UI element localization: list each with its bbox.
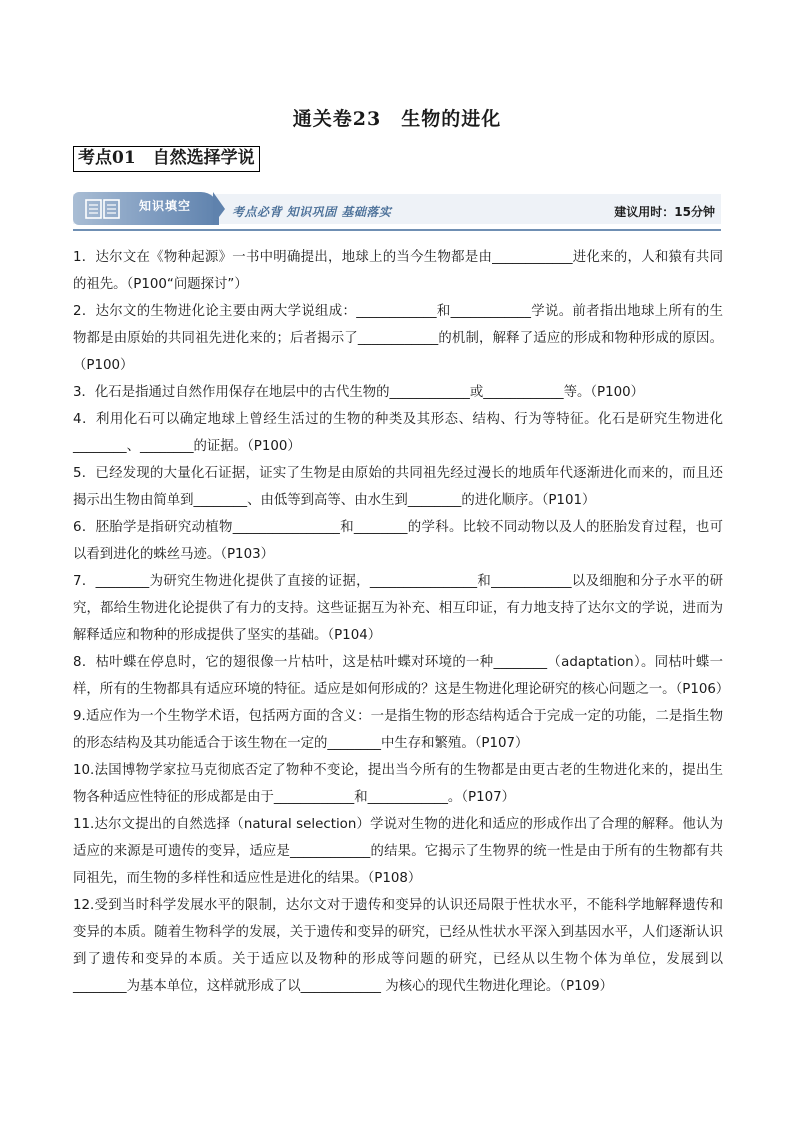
suggested-time: 建议用时：15分钟 xyxy=(614,205,715,219)
question-item: 2．达尔文的生物进化论主要由两大学说组成：____________和____________学说。前者指出地球上所有的生物都是由原始的共同祖先进化来的；后者揭示了____________的机制，解释了适应的形成和物种形成的原因。（P100） xyxy=(73,304,723,373)
banner-tab xyxy=(73,192,219,225)
tab-arrow xyxy=(213,192,225,225)
question-item: 11.达尔文提出的自然选择（natural selection）学说对生物的进化和适应的形成作出了合理的解释。他认为适应的来源是可遗传的变异，适应是____________的结果。它揭示了生物界的统一性是由于所有的生物都有共同祖先，而生物的多样性和适应性是进化的结果。（P108） xyxy=(73,817,723,886)
question-item: 3．化石是指通过自然作用保存在地层中的古代生物的____________或____________等。（P100） xyxy=(73,385,645,400)
question-item: 12.受到当时科学发展水平的限制，达尔文对于遗传和变异的认识还局限于性状水平，不能科学地解释遗传和变异的本质。随着生物科学的发展，关于遗传和变异的研究，已经从性状水平深入到基因水平，人们逐渐认识到了遗传和变异的本质。关于适应以及物种的形成等问题的研究，已经从以生物个体为单位，发展到以________为基本单位，这样就形成了以____________ 为核心的现代生物进化理论。（P109） xyxy=(73,898,723,994)
question-item: 8．枯叶蝶在停息时，它的翅很像一片枯叶，这是枯叶蝶对环境的一种________（adaptation）。同枯叶蝶一样，所有的生物都具有适应环境的特征。适应是如何形成的？这是生物进化理论研究的核心问题之一。（P106） xyxy=(73,655,730,697)
knowledge-banner xyxy=(73,191,721,231)
page-title: 通关卷23 生物的进化 xyxy=(292,108,502,130)
banner-tab-label: 知识填空 xyxy=(139,199,192,213)
question-item: 5．已经发现的大量化石证据，证实了生物是由原始的共同祖先经过漫长的地质年代逐渐进化而来的，而且还揭示出生物由简单到________、由低等到高等、由水生到________的进化顺序。（P101） xyxy=(73,466,723,508)
banner-tagline: 考点必背 知识巩固 基础落实 xyxy=(232,205,392,219)
question-list xyxy=(73,244,730,1000)
question-item: 9.适应作为一个生物学术语，包括两方面的含义：一是指生物的形态结构适合于完成一定的功能，二是指生物的形态结构及其功能适合于该生物在一定的________中生存和繁殖。（P107） xyxy=(73,709,723,751)
section-heading: 考点01 自然选择学说 xyxy=(73,146,260,172)
question-item: 1．达尔文在《物种起源》一书中明确提出，地球上的当今生物都是由____________进化来的，人和猿有共同的祖先。（P100“问题探讨”） xyxy=(73,250,723,292)
question-item: 6．胚胎学是指研究动植物________________和________的学科。比较不同动物以及人的胚胎发育过程，也可以看到进化的蛛丝马迹。（P103） xyxy=(73,520,723,562)
question-item: 7．________为研究生物进化提供了直接的证据，________________和____________以及细胞和分子水平的研究，都给生物进化论提供了有力的支持。这些证据互为补充、相互印证，有力地支持了达尔文的学说，进而为解释适应和物种的形成提供了坚实的基础。（P104） xyxy=(73,574,723,643)
book-icon xyxy=(85,198,121,220)
question-item: 10.法国博物学家拉马克彻底否定了物种不变论，提出当今所有的生物都是由更古老的生物进化来的，提出生物各种适应性特征的形成都是由于____________和____________。（P107） xyxy=(73,763,723,805)
question-item: 4．利用化石可以确定地球上曾经生活过的生物的种类及其形态、结构、行为等特征。化石是研究生物进化________、________的证据。（P100） xyxy=(73,412,723,454)
